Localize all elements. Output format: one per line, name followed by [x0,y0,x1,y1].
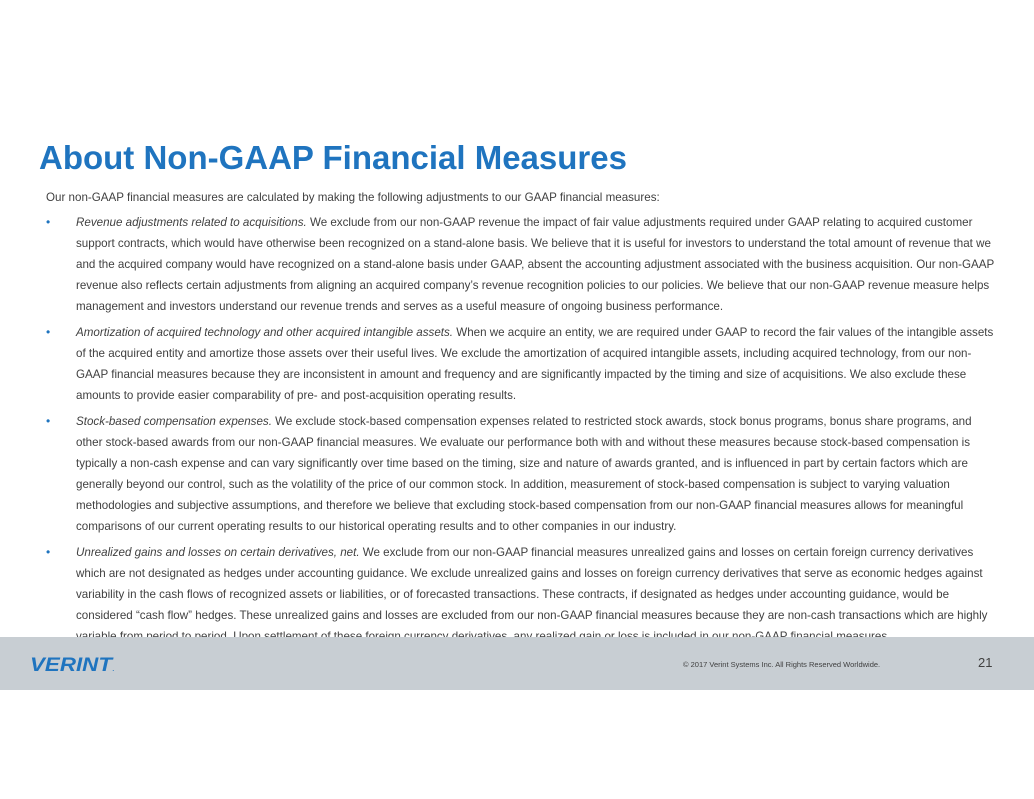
list-item [46,411,994,537]
bullet-heading: Stock-based compensation expenses. [76,415,272,428]
bullet-heading: Amortization of acquired technology and other acquired intangible assets. [76,326,454,339]
intro-text: Our non-GAAP financial measures are calculated by making the following adjustments to our GAAP financial measures: [46,191,660,204]
logo-wordmark: VERINT [30,655,114,674]
bullet-icon: • [46,545,51,559]
bullet-heading: Revenue adjustments related to acquisitions. [76,216,307,229]
page-number: 21 [978,655,993,670]
bullet-body: When we acquire an entity, we are required under GAAP to record the fair values of the intangible assets of the acquired entity and amortize those assets over their useful lives. We exclude the amortization of acquired intangible assets, including acquired technology, from our non-GAAP financial measures because they are inconsistent in amount and frequency and are significantly impacted by the timing and size of acquisitions. We also exclude these amounts to provide easier comparability of pre- and post-acquisition operating results. [76,326,994,402]
list-item [46,322,994,406]
footer-bar [0,637,1034,690]
bullet-heading: Unrealized gains and losses on certain derivatives, net. [76,546,360,559]
bullet-icon: • [46,325,51,339]
bullet-icon: • [46,414,51,428]
list-item [46,542,994,647]
adjustments-list [46,212,994,652]
bullet-icon: • [46,215,51,229]
bullet-body: We exclude stock-based compensation expenses related to restricted stock awards, stock bonus programs, bonus share programs, and other stock-based awards from our non-GAAP financial measures. We evaluate our performance both with and without these measures because stock-based compensation is typically a non-cash expense and can vary significantly over time based on the timing, size and nature of awards granted, and is influenced in part by certain factors which are generally beyond our control, such as the volatility of the price of our common stock. In addition, measurement of stock-based compensation is subject to varying valuation methodologies and subjective assumptions, and therefore we believe that excluding stock-based compensation from our non-GAAP financial measures allows for meaningful comparisons of our current operating results to our historical operating results and to other companies in our industry. [76,415,972,533]
bullet-body: We exclude from our non-GAAP financial measures unrealized gains and losses on certain foreign currency derivatives which are not designated as hedges under accounting guidance. We exclude unrealized gains and losses on foreign currency derivatives that serve as economic hedges against variability in the cash flows of recognized assets or liabilities, or of forecasted transactions. These contracts, if designated as hedges under accounting guidance, would be considered “cash flow” hedges. These unrealized gains and losses are excluded from our non-GAAP financial measures because they are non-cash transactions which are highly [76,546,988,622]
list-item [46,212,994,317]
logo-trademark: . [112,663,115,673]
verint-logo [30,654,118,674]
page-title: About Non-GAAP Financial Measures [39,139,627,176]
copyright-notice: © 2017 Verint Systems Inc. All Rights Reserved Worldwide. [683,660,881,669]
bullet-body: We exclude from our non-GAAP revenue the impact of fair value adjustments required under GAAP relating to acquired customer support contracts, which would have otherwise been recognized on a stand-alone basis. We believe that it is useful for investors to understand the total amount of revenue that we and the acquired company would have recognized on a stand-alone basis under GAAP, absent the accounting adjustment associated with the business acquisition. Our non-GAAP revenue also reflects certain adjustments from aligning an acquired company’s revenue recognition policies to our policies. We believe that our non-GAAP revenue measure helps management and investors understand our revenue trends and serves as a useful measure of ongoing business performance. [76,216,994,313]
